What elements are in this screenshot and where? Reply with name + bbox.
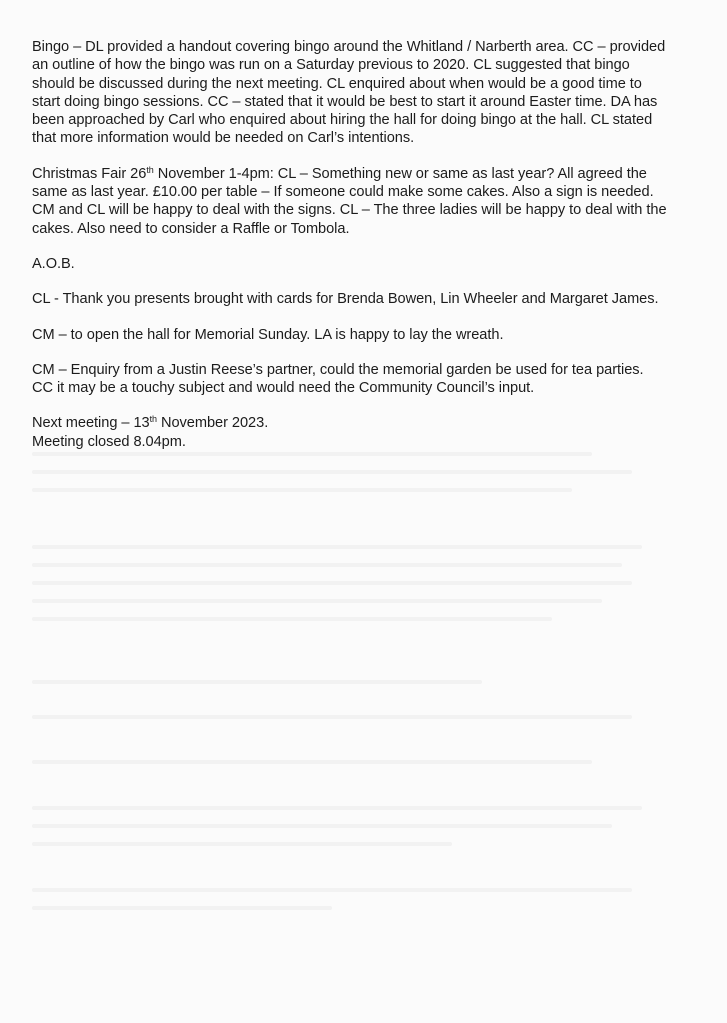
bleed-through-mark <box>32 760 592 764</box>
next-meeting-end: November 2023. <box>157 415 269 432</box>
bleed-through-mark <box>32 715 632 719</box>
text-line: an outline of how the bingo was run on a Saturday previous to 2020. CL suggested that bingo <box>32 57 630 74</box>
bleed-through-mark <box>32 452 592 456</box>
bleed-through-mark <box>32 563 622 567</box>
bleed-through-mark <box>32 470 632 474</box>
text-line: that more information would be needed on Carl’s intentions. <box>32 130 415 147</box>
bleed-through-mark <box>32 888 632 892</box>
bleed-through-mark <box>32 599 602 603</box>
text-line: been approached by Carl who enquired about hiring the hall for doing bingo at the hall. CL stated <box>32 112 653 129</box>
bleed-through-mark <box>32 545 642 549</box>
text-line: same as last year. £10.00 per table – If someone could make some cakes. Also a sign is needed. <box>32 184 654 201</box>
christmas-line-start: Christmas Fair 26 <box>32 165 147 182</box>
text-line: should be discussed during the next meeting. CL enquired about when would be a good time to <box>32 75 642 92</box>
text-line: Bingo – DL provided a handout covering bingo around the Whitland / Narberth area. CC – provided <box>32 39 666 55</box>
text-line: CC it may be a touchy subject and would need the Community Council’s input. <box>32 380 535 397</box>
bleed-through-mark <box>32 906 332 910</box>
bleed-through-mark <box>32 824 612 828</box>
bingo-paragraph <box>32 38 687 148</box>
text-line: CM and CL will be happy to deal with the signs. CL – The three ladies will be happy to deal with the <box>32 202 667 219</box>
bleed-through-mark <box>32 842 452 846</box>
bleed-through-mark <box>32 581 632 585</box>
memorial-sunday-paragraph: CM – to open the hall for Memorial Sunday. LA is happy to lay the wreath. <box>32 326 504 343</box>
ordinal-suffix: th <box>149 414 157 425</box>
meeting-closed-line: Meeting closed 8.04pm. <box>32 433 186 450</box>
bleed-through-mark <box>32 617 552 621</box>
closing-paragraph <box>32 414 687 451</box>
ordinal-suffix: th <box>146 164 154 175</box>
christmas-fair-paragraph <box>32 165 687 238</box>
thanks-paragraph: CL - Thank you presents brought with cards for Brenda Bowen, Lin Wheeler and Margaret James. <box>32 291 659 308</box>
text-line: CM – Enquiry from a Justin Reese’s partner, could the memorial garden be used for tea parties. <box>32 361 644 378</box>
memorial-garden-paragraph <box>32 361 687 398</box>
aob-heading: A.O.B. <box>32 255 75 272</box>
text-line <box>32 165 687 183</box>
bleed-through-mark <box>32 806 642 810</box>
bleed-through-mark <box>32 680 482 684</box>
christmas-line-end: November 1-4pm: CL – Something new or same as last year? All agreed the <box>153 165 647 182</box>
next-meeting-line <box>32 414 687 432</box>
bleed-through-mark <box>32 488 572 492</box>
text-line: start doing bingo sessions. CC – stated that it would be best to start it around Easter time. DA has <box>32 93 658 110</box>
text-line: cakes. Also need to consider a Raffle or Tombola. <box>32 220 350 237</box>
next-meeting-start: Next meeting – 13 <box>32 415 150 432</box>
